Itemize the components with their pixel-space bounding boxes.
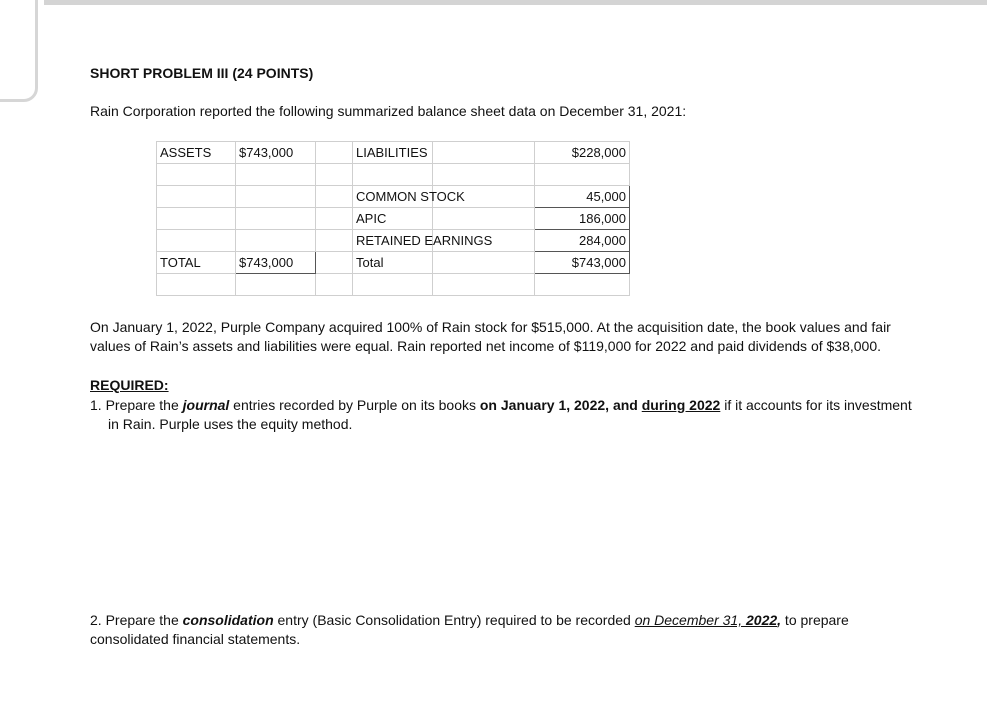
total-claims-label: Total [353, 252, 433, 274]
table-row [157, 164, 630, 186]
table-row [157, 186, 630, 208]
side-tab[interactable] [0, 0, 38, 102]
question-2-line2: consolidated financial statements. [90, 631, 301, 647]
common-stock-value: 45,000 [535, 186, 630, 208]
common-stock-label: COMMON STOCK [353, 186, 433, 208]
intro-text: Rain Corporation reported the following summarized balance sheet data on December 31, 2021: [90, 103, 687, 119]
acquisition-paragraph-line1: On January 1, 2022, Purple Company acquired 100% of Rain stock for $515,000. At the acquisition date, the book values and fair [90, 319, 891, 335]
retained-earnings-value: 284,000 [535, 230, 630, 252]
table-row [157, 274, 630, 296]
assets-label: ASSETS [157, 142, 236, 164]
apic-value: 186,000 [535, 208, 630, 230]
table-row [157, 142, 630, 164]
question-2: 2. Prepare the consolidation entry (Basic Consolidation Entry) required to be recorded on December 31, 2022, to prepare [90, 612, 849, 628]
liabilities-value: $228,000 [535, 142, 630, 164]
table-row [157, 208, 630, 230]
retained-earnings-label: RETAINED EARNINGS [353, 230, 433, 252]
acquisition-paragraph-line2: values of Rain’s assets and liabilities were equal. Rain reported net income of $119,000 for 2022 and paid dividends of $38,000. [90, 338, 881, 354]
total-claims-value: $743,000 [535, 252, 630, 274]
apic-label: APIC [353, 208, 433, 230]
question-1: 1. Prepare the journal entries recorded by Purple on its books on January 1, 2022, and during 2022 if it accounts for its investment [90, 397, 912, 413]
question-1-line2: in Rain. Purple uses the equity method. [108, 416, 353, 432]
assets-value: $743,000 [236, 142, 316, 164]
top-border [44, 0, 987, 5]
table-row [157, 252, 630, 274]
table-row [157, 230, 630, 252]
liabilities-label: LIABILITIES [353, 142, 433, 164]
total-assets-value: $743,000 [236, 252, 316, 274]
problem-heading: SHORT PROBLEM III (24 POINTS) [90, 65, 314, 81]
required-label: REQUIRED: [90, 377, 169, 393]
total-label: TOTAL [157, 252, 236, 274]
balance-sheet-table [156, 141, 630, 296]
